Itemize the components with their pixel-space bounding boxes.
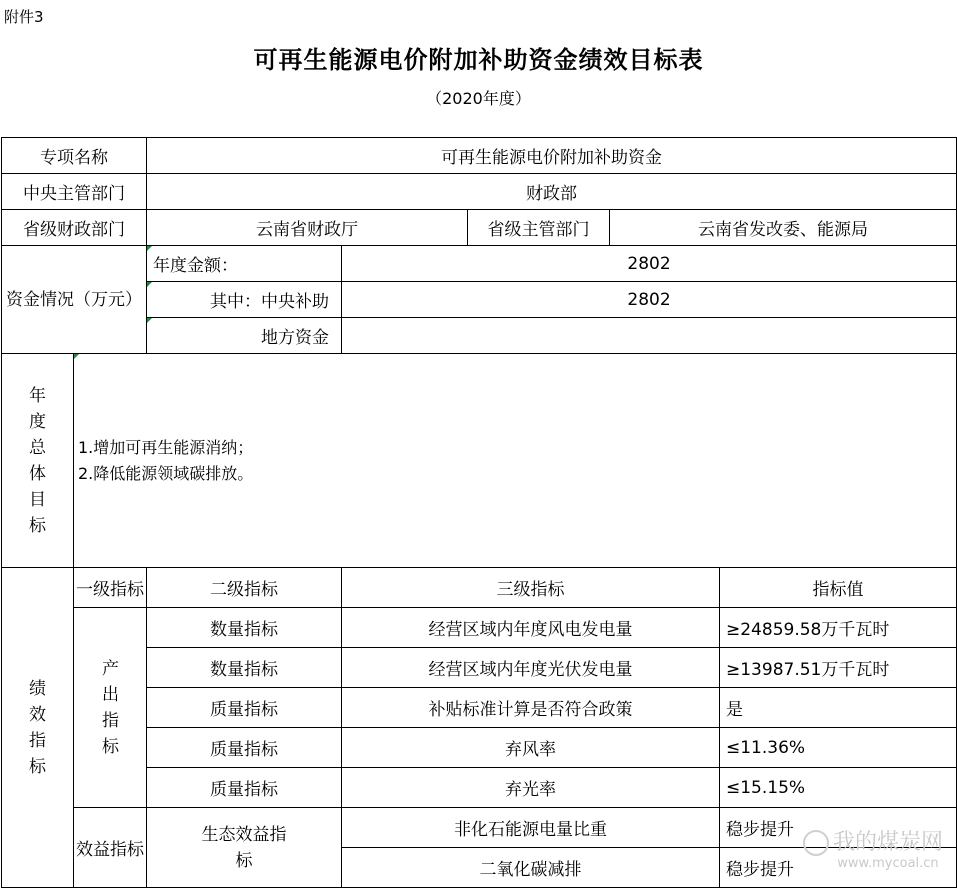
- row-perf-header: [2, 568, 957, 608]
- central-subsidy-label: 其中：中央补助: [147, 282, 342, 318]
- central-dept-value: 财政部: [147, 174, 957, 210]
- watermark-text: 我的煤炭网: [832, 830, 943, 855]
- central-dept-label: 中央主管部门: [2, 174, 147, 210]
- flame-icon: [803, 830, 829, 856]
- row-central-dept: [2, 174, 957, 210]
- watermark: [803, 830, 943, 872]
- header-value: 指标值: [720, 568, 957, 608]
- prov-dept-label: 省级主管部门: [468, 210, 610, 246]
- item-value: ≥24859.58万千瓦时: [720, 608, 957, 648]
- item-level2: 数量指标: [147, 648, 342, 688]
- row-provincial: [2, 210, 957, 246]
- central-subsidy-value: 2802: [342, 282, 957, 318]
- row-funds-annual: [2, 246, 957, 282]
- item-value: 稳步提升: [720, 848, 957, 888]
- item-level2: 数量指标: [147, 608, 342, 648]
- benefit-indicator-label: 效益指标: [74, 808, 147, 888]
- item-level2: 质量指标: [147, 688, 342, 728]
- item-value: ≤11.36%: [720, 728, 957, 768]
- header-level2: 二级指标: [147, 568, 342, 608]
- item-value: 是: [720, 688, 957, 728]
- perf-label: 绩效指标: [2, 568, 74, 888]
- year-subtitle: （2020年度）: [426, 89, 531, 108]
- item-value: 稳步提升: [720, 808, 957, 848]
- item-level3: 非化石能源电量比重: [342, 808, 720, 848]
- item-value: ≥13987.51万千瓦时: [720, 648, 957, 688]
- goal-line-1: 1.增加可再生能源消纳；: [78, 437, 254, 457]
- item-value: ≤15.15%: [720, 768, 957, 808]
- output-indicator-label: 产出指标: [74, 608, 147, 808]
- goal-line-2: 2.降低能源领域碳排放。: [78, 463, 254, 483]
- item-level2: 质量指标: [147, 768, 342, 808]
- item-level3: 补贴标准计算是否符合政策: [342, 688, 720, 728]
- annual-amount-label: 年度金额：: [147, 246, 342, 282]
- header-level3: 三级指标: [342, 568, 720, 608]
- header-level1: 一级指标: [74, 568, 147, 608]
- item-level3: 弃光率: [342, 768, 720, 808]
- item-level3: 弃风率: [342, 728, 720, 768]
- watermark-url: www.mycoal.cn: [837, 856, 939, 871]
- row-project: [2, 138, 957, 174]
- table-row: [2, 608, 957, 648]
- page-title: 可再生能源电价附加补助资金绩效目标表: [253, 46, 704, 74]
- performance-target-table: [1, 137, 957, 888]
- funds-label: 资金情况（万元）: [2, 246, 147, 354]
- annual-amount-value: 2802: [342, 246, 957, 282]
- prov-finance-value: 云南省财政厅: [147, 210, 468, 246]
- item-level3: 经营区域内年度光伏发电量: [342, 648, 720, 688]
- project-name-label: 专项名称: [2, 138, 147, 174]
- item-level2: 质量指标: [147, 728, 342, 768]
- prov-dept-value: 云南省发改委、能源局: [610, 210, 957, 246]
- item-level3: 经营区域内年度风电发电量: [342, 608, 720, 648]
- local-funds-label: 地方资金: [147, 318, 342, 354]
- eco-benefit-label: 生态效益指标: [147, 808, 342, 888]
- project-name-value: 可再生能源电价附加补助资金: [147, 138, 957, 174]
- attachment-number: 附件3: [4, 8, 44, 26]
- local-funds-value: [342, 318, 957, 354]
- prov-finance-label: 省级财政部门: [2, 210, 147, 246]
- annual-goal-content: [74, 354, 957, 568]
- item-level3: 二氧化碳减排: [342, 848, 720, 888]
- annual-goal-label: 年度总体目标: [2, 354, 74, 568]
- row-annual-goal: [2, 354, 957, 568]
